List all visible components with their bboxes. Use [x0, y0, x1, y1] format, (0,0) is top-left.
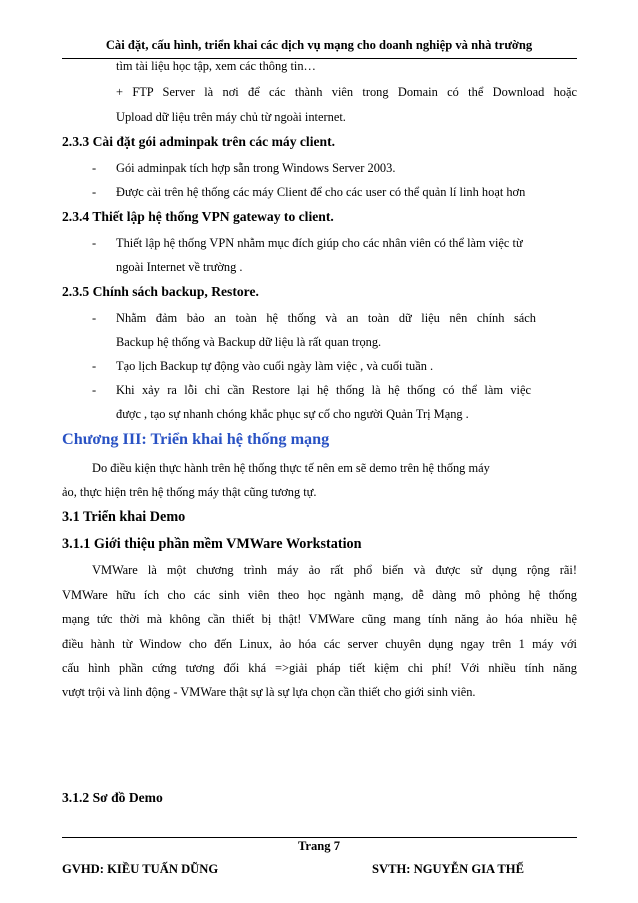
section-heading-2-3-5: 2.3.5 Chính sách backup, Restore. [62, 284, 259, 299]
paragraph-line: VMWare là một chương trình máy ảo rất phổ biến và được sử dụng rộng rãi! [92, 563, 577, 577]
bullet-dash: - [92, 236, 97, 250]
bullet-text: Gói adminpak tích hợp sẵn trong Windows Server 2003. [116, 161, 396, 175]
paragraph-line: Do điều kiện thực hành trên hệ thống thực tế nên em sẽ demo trên hệ thống máy [92, 461, 490, 475]
intro-line: + FTP Server là nơi để các thành viên trong Domain có thể Download hoặc [116, 85, 577, 99]
footer-supervisor: GVHD: KIỀU TUẤN DŨNG [62, 862, 219, 876]
bullet-text: Thiết lập hệ thống VPN nhằm mục đích giúp cho các nhân viên có thể làm việc từ [116, 236, 523, 250]
bullet-text: Nhằm đảm bảo an toàn hệ thống và an toàn dữ liệu nên chính sách [116, 311, 536, 325]
bullet-text: Tạo lịch Backup tự động vào cuối ngày làm việc , và cuối tuần . [116, 359, 434, 373]
chapter-title: Chương III: Triển khai hệ thống mạng [62, 430, 330, 448]
section-heading-2-3-4: 2.3.4 Thiết lập hệ thống VPN gateway to client. [62, 209, 334, 224]
intro-line: Upload dữ liệu trên máy chủ từ ngoài internet. [116, 110, 346, 124]
bullet-text: Được cài trên hệ thống các máy Client để cho các user có thể quản lí linh hoạt hơn [116, 185, 526, 199]
bullet-dash: - [92, 185, 97, 199]
bullet-text: Khi xảy ra lỗi chỉ cần Restore lại hệ thống là hệ thống có thể làm việc [116, 383, 531, 397]
bullet-text: ngoài Internet về trường . [116, 260, 243, 274]
bullet-text: được , tạo sự nhanh chóng khắc phục sự cố cho người Quản Trị Mạng . [116, 407, 469, 421]
section-heading-3-1-2: 3.1.2 Sơ đồ Demo [62, 790, 163, 805]
paragraph-line: ảo, thực hiện trên hệ thống máy thật cũng tương tự. [62, 485, 317, 499]
section-heading-3-1-1: 3.1.1 Giới thiệu phần mềm VMWare Workstation [62, 536, 362, 552]
running-header: Cài đặt, cấu hình, triển khai các dịch vụ mạng cho doanh nghiệp và nhà trường [105, 38, 533, 52]
paragraph-line: VMWare hữu ích cho các sinh viên theo học ngành mạng, dễ dàng mô phỏng hệ thống [62, 588, 577, 602]
paragraph-line: cấu hình phần cứng tương đối khá =>giải pháp tiết kiệm chi phí! Với nhiều tính năng [62, 661, 577, 675]
bullet-dash: - [92, 359, 97, 373]
bullet-dash: - [92, 383, 97, 397]
footer-rule [62, 837, 577, 838]
bullet-dash: - [92, 311, 97, 325]
intro-line: tìm tài liệu học tập, xem các thông tin… [116, 59, 316, 73]
paragraph-line: vượt trội và linh động - VMWare thật sự là sự lựa chọn cần thiết cho giới sinh viên. [62, 685, 476, 699]
paragraph-line: điều hành từ Window cho đến Linux, ảo hóa các server chuyên dụng ngay trên 1 máy với [62, 637, 577, 651]
section-heading-2-3-3: 2.3.3 Cài đặt gói adminpak trên các máy client. [62, 134, 335, 149]
page-number: Trang 7 [297, 839, 341, 853]
paragraph-line: mạng tức thời mà không cần thiết bị thật! VMWare cũng mang tính năng ảo hóa nhiều hệ [62, 612, 577, 626]
bullet-dash: - [92, 161, 97, 175]
bullet-text: Backup hệ thống và Backup dữ liệu là rất quan trọng. [116, 335, 382, 349]
section-heading-3-1: 3.1 Triển khai Demo [62, 509, 186, 525]
footer-student: SVTH: NGUYỄN GIA THẾ [372, 862, 524, 876]
